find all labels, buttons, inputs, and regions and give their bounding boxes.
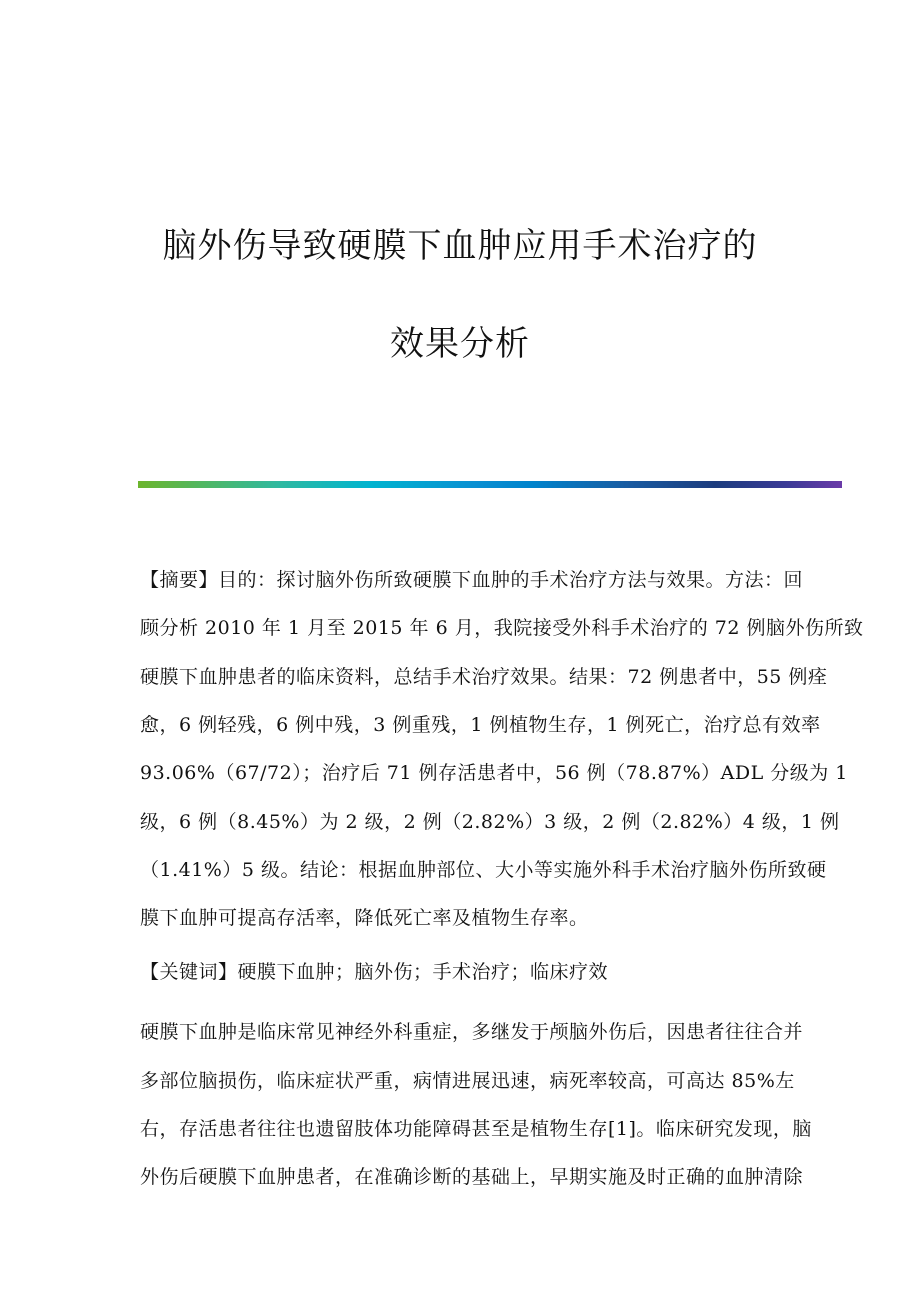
document-title-line-2: 效果分析	[390, 324, 530, 364]
abstract-line: 级，6 例（8.45%）为 2 级，2 例（2.82%）3 级，2 例（2.82%）4 级，1 例	[140, 811, 840, 833]
abstract-line: （1.41%）5 级。结论：根据血肿部位、大小等实施外科手术治疗脑外伤所致硬	[140, 859, 827, 881]
abstract-line: 愈，6 例轻残，6 例中残，3 例重残，1 例植物生存，1 例死亡，治疗总有效率	[140, 714, 821, 736]
body-line: 右，存活患者往往也遗留肢体功能障碍甚至是植物生存[1]。临床研究发现，脑	[140, 1118, 812, 1140]
abstract-line: 膜下血肿可提高存活率，降低死亡率及植物生存率。	[140, 907, 589, 929]
body-line: 外伤后硬膜下血肿患者，在准确诊断的基础上，早期实施及时正确的血肿清除	[140, 1166, 804, 1188]
abstract-line: 93.06%（67/72）；治疗后 71 例存活患者中，56 例（78.87%）ADL 分级为 1	[140, 762, 848, 784]
abstract-line: 顾分析 2010 年 1 月至 2015 年 6 月，我院接受外科手术治疗的 72 例脑外伤所致	[140, 617, 864, 639]
gradient-divider	[138, 481, 842, 488]
body-line: 多部位脑损伤，临床症状严重，病情进展迅速，病死率较高，可高达 85%左	[140, 1070, 795, 1092]
abstract-line: 【摘要】目的：探讨脑外伤所致硬膜下血肿的手术治疗方法与效果。方法：回	[140, 569, 804, 591]
keywords-line: 【关键词】硬膜下血肿；脑外伤；手术治疗；临床疗效	[140, 961, 609, 983]
abstract-line: 硬膜下血肿患者的临床资料，总结手术治疗效果。结果：72 例患者中，55 例痊	[140, 666, 828, 688]
body-line: 硬膜下血肿是临床常见神经外科重症，多继发于颅脑外伤后，因患者往往合并	[140, 1021, 804, 1043]
document-title-line-1: 脑外伤导致硬膜下血肿应用手术治疗的	[162, 226, 758, 266]
